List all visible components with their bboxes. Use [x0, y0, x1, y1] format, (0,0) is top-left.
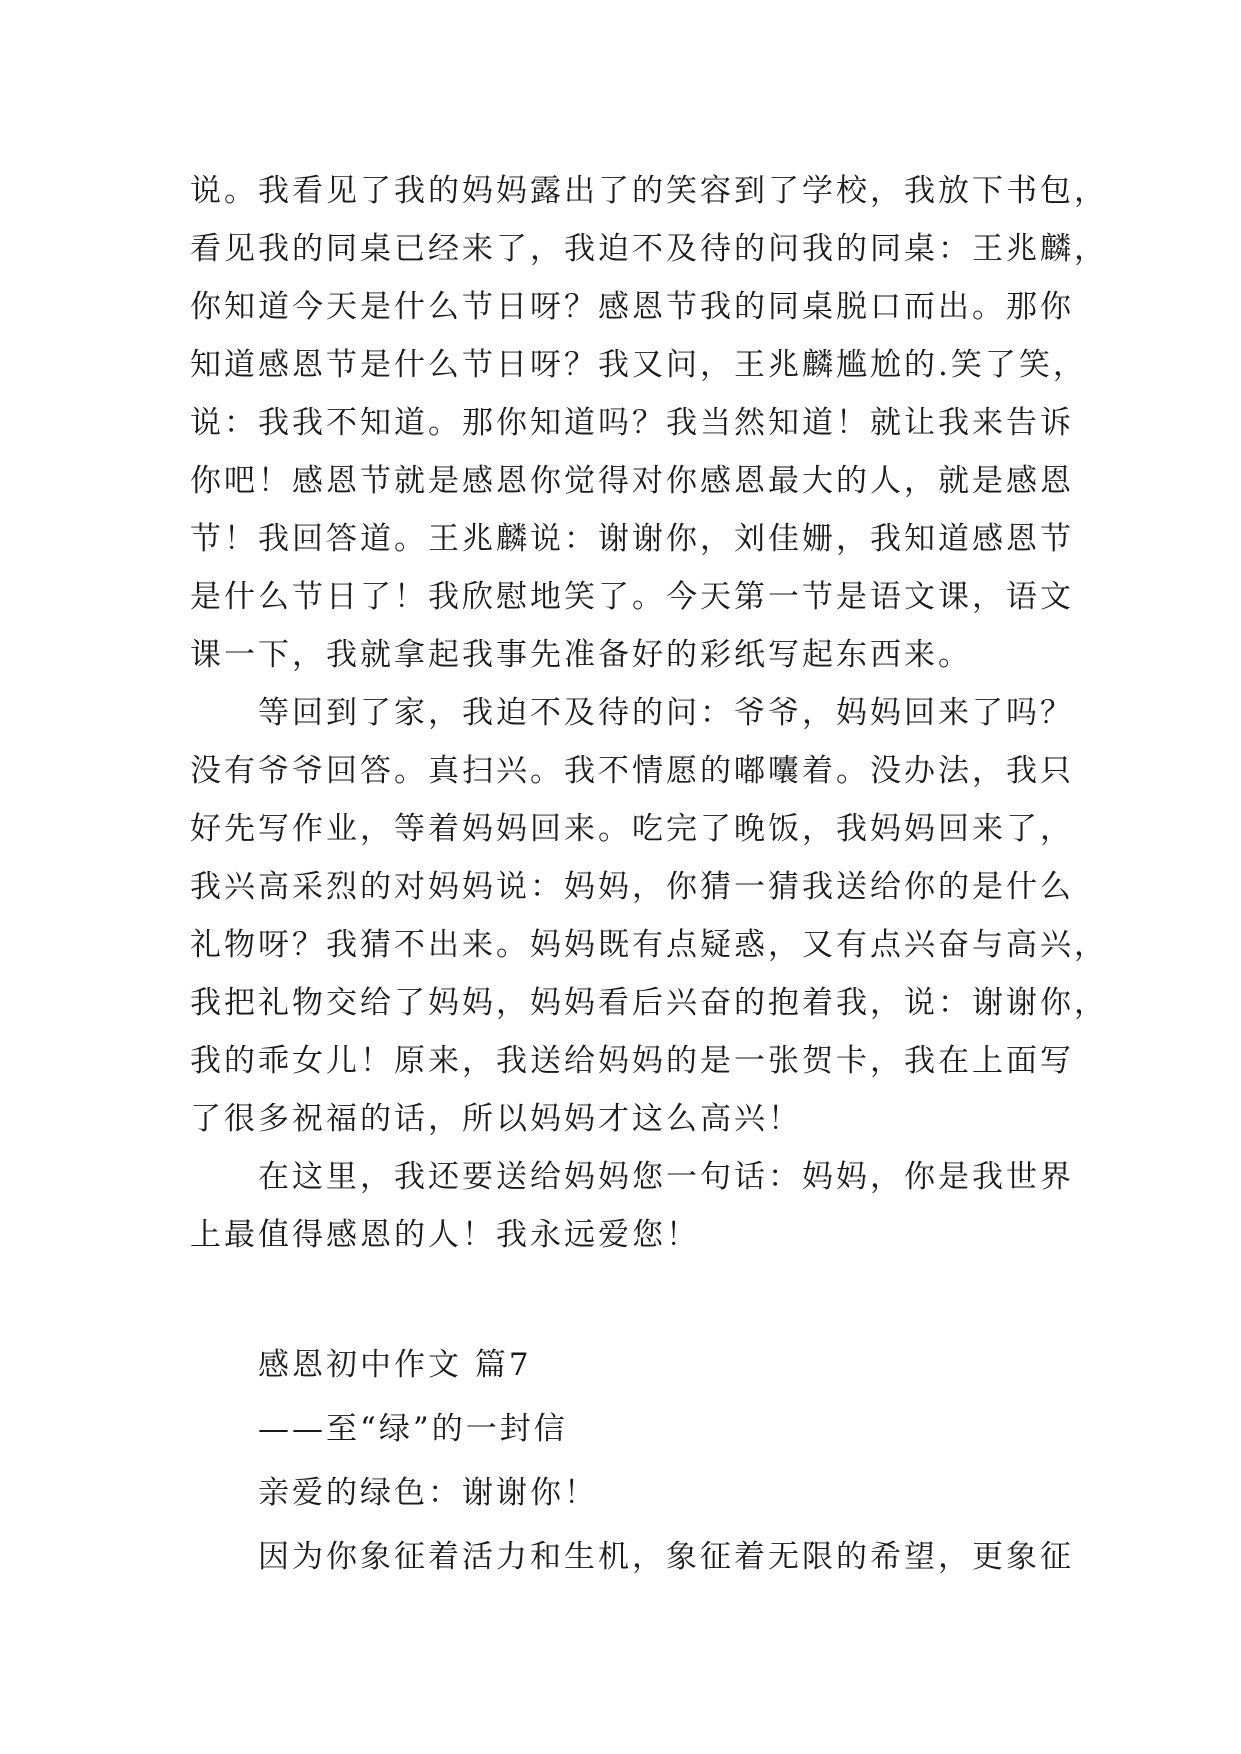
text-line: 好先写作业，等着妈妈回来。吃完了晚饭，我妈妈回来了，: [190, 811, 1074, 847]
salutation: 亲爱的绿色：谢谢你！: [190, 1475, 598, 1511]
text-line: 节！我回答道。王兆麟说：谢谢你，刘佳姗，我知道感恩节: [190, 521, 1074, 557]
text-line: 了很多祝福的话，所以妈妈才这么高兴！: [190, 1101, 802, 1137]
text-line: 我把礼物交给了妈妈，妈妈看后兴奋的抱着我，说：谢谢你，: [190, 985, 1108, 1021]
text-line: 课一下，我就拿起我事先准备好的彩纸写起东西来。: [190, 637, 972, 673]
text-line: 在这里，我还要送给妈妈您一句话：妈妈，你是我世界: [190, 1159, 1074, 1195]
text-line: 说：我我不知道。那你知道吗？我当然知道！就让我来告诉: [190, 405, 1074, 441]
text-line: 没有爷爷回答。真扫兴。我不情愿的嘟囔着。没办法，我只: [190, 753, 1074, 789]
text-line: 礼物呀？我猜不出来。妈妈既有点疑惑，又有点兴奋与高兴，: [190, 927, 1108, 963]
text-line: 你吧！感恩节就是感恩你觉得对你感恩最大的人，就是感恩: [190, 463, 1074, 499]
text-line: 上最值得感恩的人！我永远爱您！: [190, 1217, 700, 1253]
text-line: 你知道今天是什么节日呀？感恩节我的同桌脱口而出。那你: [190, 289, 1074, 325]
text-line: 说。我看见了我的妈妈露出了的笑容到了学校，我放下书包，: [190, 173, 1108, 209]
text-line: 我的乖女儿！原来，我送给妈妈的是一张贺卡，我在上面写: [190, 1043, 1074, 1079]
text-line: 因为你象征着活力和生机，象征着无限的希望，更象征: [190, 1539, 1074, 1575]
text-line: 是什么节日了！我欣慰地笑了。今天第一节是语文课，语文: [190, 579, 1074, 615]
letter-subtitle: ——至“绿”的一封信: [190, 1411, 568, 1447]
next-essay: [190, 1333, 1074, 1589]
text-line: 知道感恩节是什么节日呀？我又问，王兆麟尴尬的.笑了笑，: [190, 347, 1087, 383]
section-title: 感恩初中作文 篇7: [190, 1347, 532, 1383]
essay-body: [190, 162, 1108, 1264]
text-line: 看见我的同桌已经来了，我迫不及待的问我的同桌：王兆麟，: [190, 231, 1108, 267]
text-line: 等回到了家，我迫不及待的问：爷爷，妈妈回来了吗？: [190, 695, 1074, 731]
text-line: 我兴高采烈的对妈妈说：妈妈，你猜一猜我送给你的是什么: [190, 869, 1074, 905]
